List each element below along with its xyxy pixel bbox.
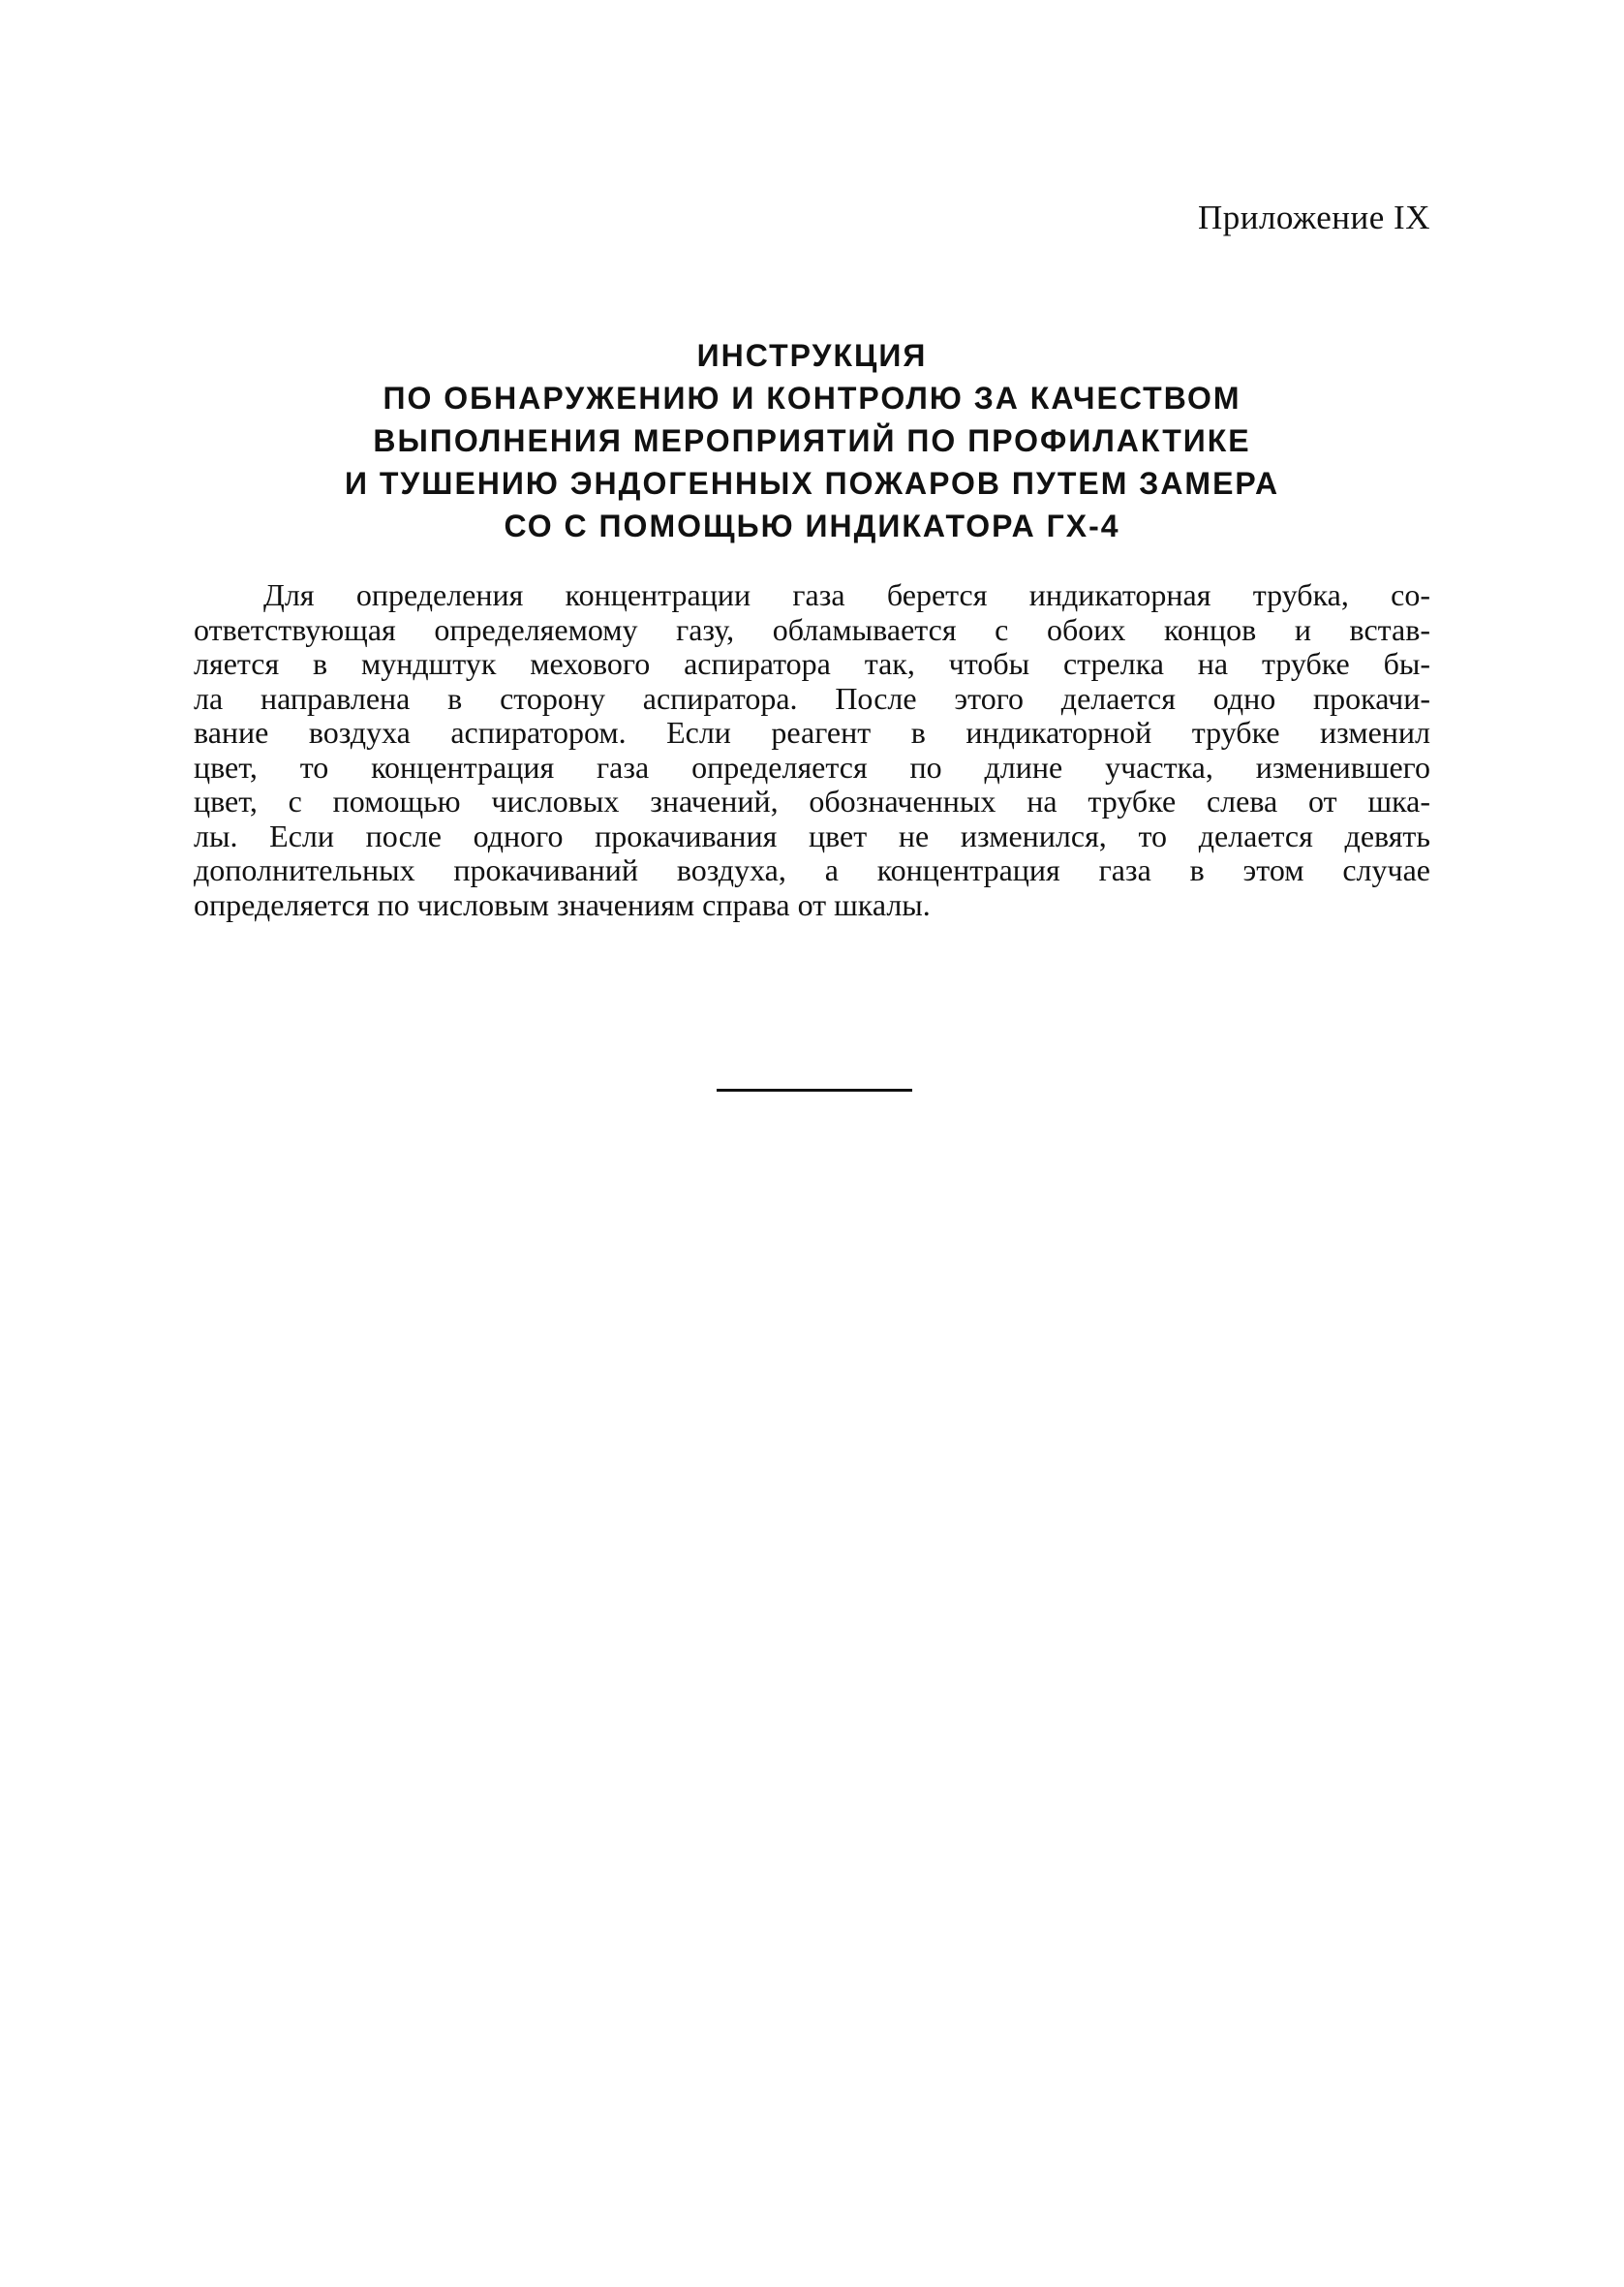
title-line: СО С ПОМОЩЬЮ ИНДИКАТОРА ГХ-4 <box>504 509 1120 543</box>
document-title <box>194 334 1430 547</box>
title-line: И ТУШЕНИЮ ЭНДОГЕННЫХ ПОЖАРОВ ПУТЕМ ЗАМЕРА <box>344 466 1280 501</box>
title-line: ВЫПОЛНЕНИЯ МЕРОПРИЯТИЙ ПО ПРОФИЛАКТИКЕ <box>373 423 1251 458</box>
paragraph-line: ла направлена в сторону аспиратора. После этого делается одно прокачи- <box>194 680 1430 716</box>
paragraph-line: лы. Если после одного прокачивания цвет не изменился, то делается девять <box>194 818 1430 853</box>
paragraph-line: цвет, то концентрация газа определяется по длине участка, изменившего <box>194 749 1430 785</box>
paragraph-line: Для определения концентрации газа берется индикаторная трубка, со- <box>263 577 1430 612</box>
paragraph-line: дополнительных прокачиваний воздуха, а концентрация газа в этом случае <box>194 852 1430 887</box>
title-line: ИНСТРУКЦИЯ <box>696 338 928 373</box>
paragraph-line: вание воздуха аспиратором. Если реагент в индикаторной трубке изменил <box>194 715 1430 750</box>
paragraph-line: определяется по числовым значениям справа от шкалы. <box>194 886 931 922</box>
title-line: ПО ОБНАРУЖЕНИЮ И КОНТРОЛЮ ЗА КАЧЕСТВОМ <box>383 381 1241 416</box>
paragraph-line: ответствующая определяемому газу, обламывается с обоих концов и встав- <box>194 611 1430 647</box>
paragraph-line: цвет, с помощью числовых значений, обозначенных на трубке слева от шка- <box>194 784 1430 819</box>
paragraph-line: ляется в мундштук мехового аспиратора так, чтобы стрелка на трубке бы- <box>194 646 1430 681</box>
appendix-label: Приложение IX <box>1197 199 1430 236</box>
body-paragraph <box>194 578 1430 922</box>
end-divider <box>717 1089 912 1092</box>
